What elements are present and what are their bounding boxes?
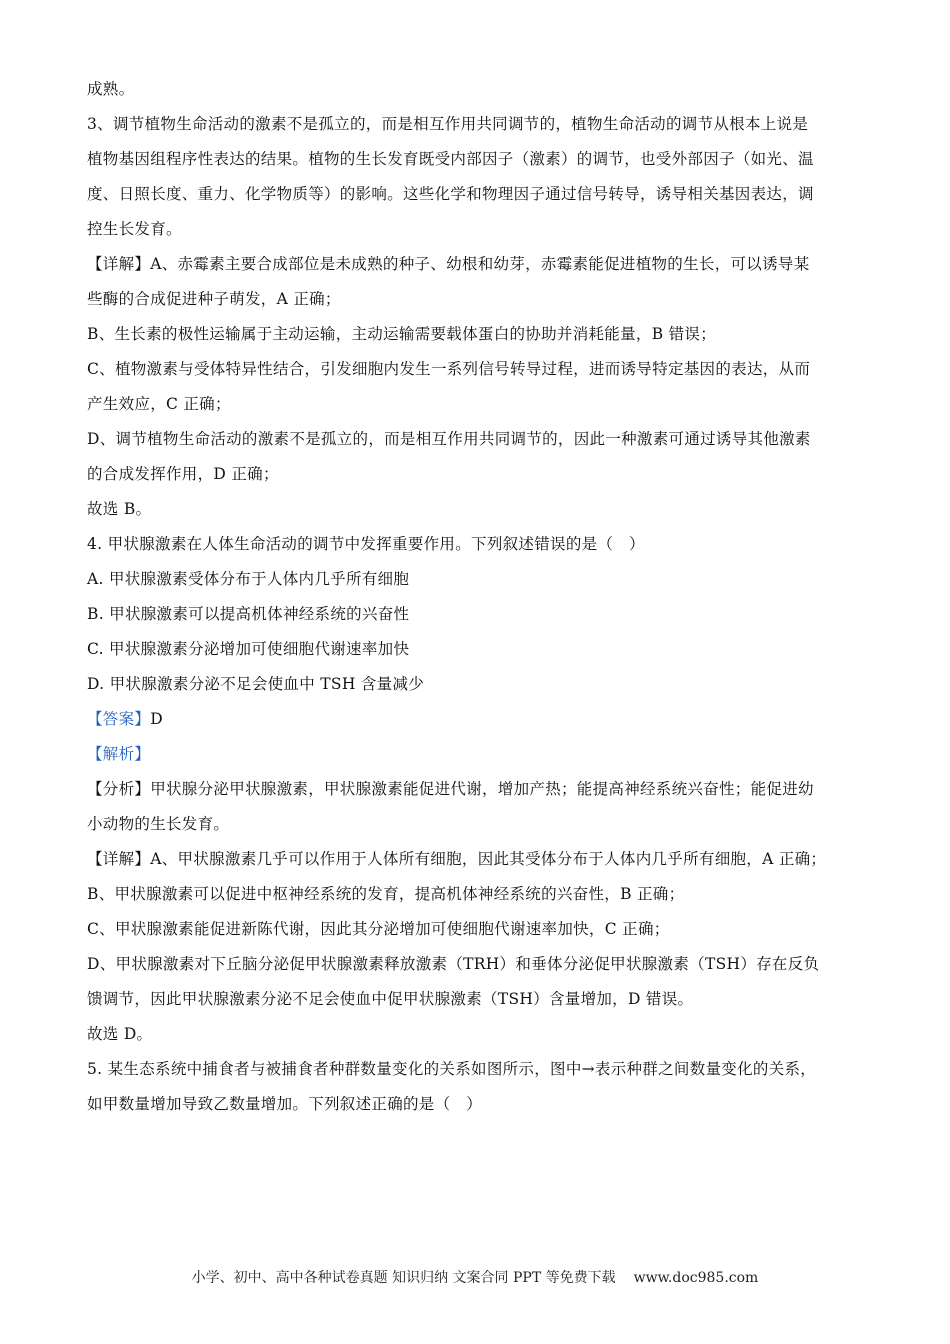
text-line-25: C、甲状腺激素能促进新陈代谢，因此其分泌增加可使细胞代谢速率加快，C 正确；: [87, 920, 670, 938]
answer-label: 【答案】: [87, 710, 151, 728]
text-line-22: 小动物的生长发育。: [87, 815, 230, 833]
text-line-24: B、甲状腺激素可以促进中枢神经系统的发育，提高机体神经系统的兴奋性，B 正确；: [87, 885, 685, 903]
answer-line: [87, 702, 867, 737]
question-4-option-a: A. 甲状腺激素受体分布于人体内几乎所有细胞: [87, 570, 410, 588]
text-line-27: 馈调节，因此甲状腺激素分泌不足会使血中促甲状腺激素（TSH）含量增加，D 错误。: [87, 990, 694, 1008]
question-4-option-c: C. 甲状腺激素分泌增加可使细胞代谢速率加快: [87, 640, 410, 658]
text-line-10: 产生效应，C 正确；: [87, 395, 231, 413]
question-4-option-b: B. 甲状腺激素可以提高机体神经系统的兴奋性: [87, 605, 410, 623]
question-5-stem-cont: 如甲数量增加导致乙数量增加。下列叙述正确的是（ ）: [87, 1095, 483, 1113]
text-line-8: B、生长素的极性运输属于主动运输，主动运输需要载体蛋白的协助并消耗能量，B 错误；: [87, 325, 717, 343]
text-line-13: 故选 B。: [87, 500, 152, 518]
text-line-3: 植物基因组程序性表达的结果。植物的生长发育既受内部因子（激素）的调节，也受外部因子（如光、温: [87, 150, 814, 168]
answer-value: D: [150, 710, 163, 728]
page-footer: [0, 1267, 950, 1287]
text-line-2: 3、调节植物生命活动的激素不是孤立的，而是相互作用共同调节的，植物生命活动的调节从根本上说是: [87, 115, 809, 133]
text-line-7: 些酶的合成促进种子萌发，A 正确；: [87, 290, 341, 308]
text-line-28: 故选 D。: [87, 1025, 153, 1043]
analysis-label: 【解析】: [87, 745, 151, 763]
text-line-11: D、调节植物生命活动的激素不是孤立的，而是相互作用共同调节的，因此一种激素可通过诱导其他激素: [87, 430, 811, 448]
text-line-23: 【详解】A、甲状腺激素几乎可以作用于人体所有细胞，因此其受体分布于人体内几乎所有细胞，A 正确；: [87, 850, 827, 868]
question-5-stem: 5. 某生态系统中捕食者与被捕食者种群数量变化的关系如图所示，图中→表示种群之间数量变化的关系，: [87, 1060, 817, 1078]
text-line-4: 度、日照长度、重力、化学物质等）的影响。这些化学和物理因子通过信号转导，诱导相关基因表达，调: [87, 185, 814, 203]
text-line-9: C、植物激素与受体特异性结合，引发细胞内发生一系列信号转导过程，进而诱导特定基因的表达，从而: [87, 360, 811, 378]
text-line-21: 【分析】甲状腺分泌甲状腺激素，甲状腺激素能促进代谢，增加产热；能提高神经系统兴奋性；能促进幼: [87, 780, 814, 798]
text-line-26: D、甲状腺激素对下丘脑分泌促甲状腺激素释放激素（TRH）和垂体分泌促甲状腺激素（TSH）存在反负: [87, 955, 820, 973]
footer-url[interactable]: www.doc985.com: [633, 1270, 759, 1286]
question-4-stem: 4. 甲状腺激素在人体生命活动的调节中发挥重要作用。下列叙述错误的是（ ）: [87, 535, 645, 553]
question-4-option-d: D. 甲状腺激素分泌不足会使血中 TSH 含量减少: [87, 675, 425, 693]
text-line-5: 控生长发育。: [87, 220, 182, 238]
text-line-12: 的合成发挥作用，D 正确；: [87, 465, 279, 483]
document-page: [87, 72, 867, 1122]
text-line-6: 【详解】A、赤霉素主要合成部位是未成熟的种子、幼根和幼芽，赤霉素能促进植物的生长，可以诱导某: [87, 255, 810, 273]
text-line-1: 成熟。: [87, 80, 135, 98]
footer-text: 小学、初中、高中各种试卷真题 知识归纳 文案合同 PPT 等免费下载: [191, 1270, 616, 1286]
